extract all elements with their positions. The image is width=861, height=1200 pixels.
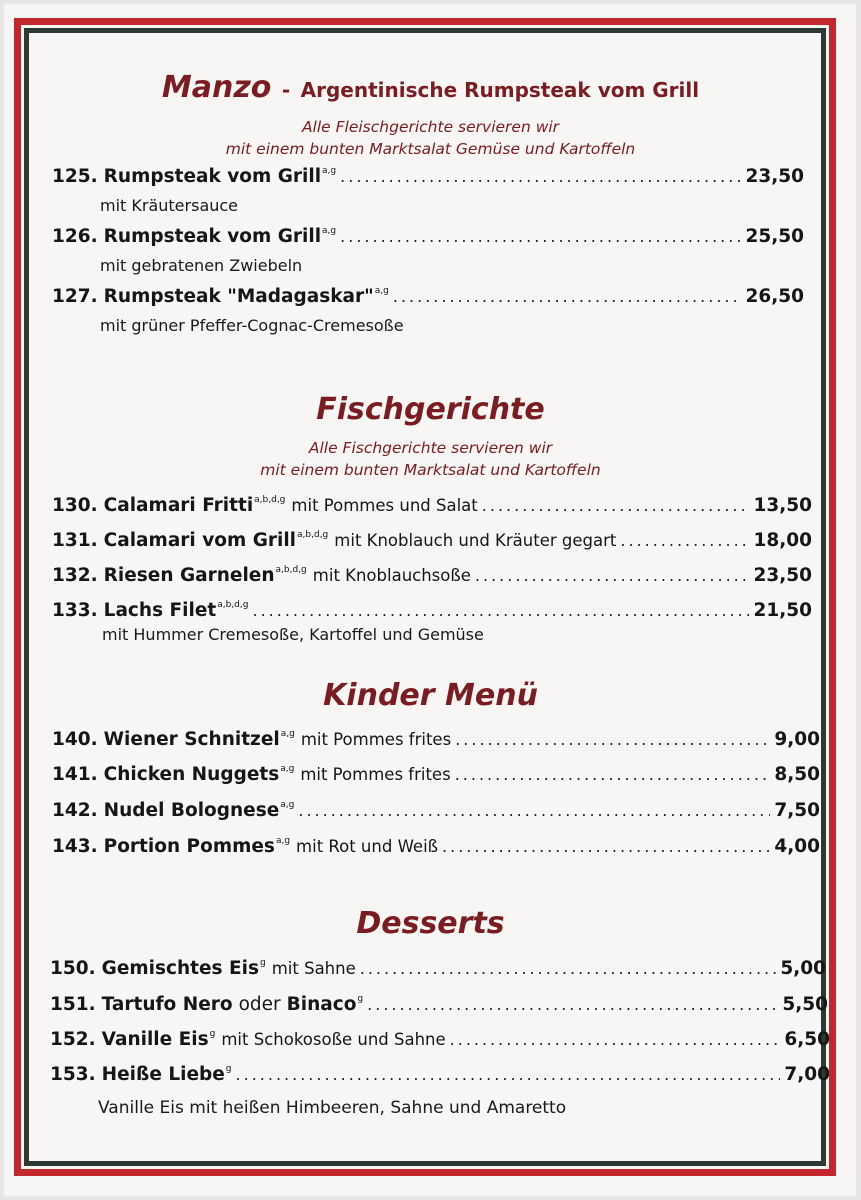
menu-item-133 <box>52 600 812 621</box>
item-number: 152. <box>50 1029 96 1050</box>
manzo-note-line-2: mit einem bunten Marktsalat Gemüse und Kartoffeln <box>225 140 636 158</box>
manzo-subtitle: Argentinische Rumpsteak vom Grill <box>300 78 700 102</box>
allergen-codes: a,g <box>374 286 389 296</box>
item-name: Lachs Filet <box>103 600 217 621</box>
item-side: mit Knoblauchsoße <box>312 566 471 585</box>
item-number: 127. <box>52 286 98 307</box>
item-price: 18,00 <box>753 530 812 551</box>
item-side: mit Pommes frites <box>300 765 451 784</box>
dot-leader <box>455 730 770 749</box>
allergen-codes: a,b,d,g <box>254 495 286 505</box>
dot-leader <box>393 287 742 306</box>
menu-item-126 <box>52 226 804 247</box>
item-name: Vanille Eis <box>101 1029 209 1050</box>
item-name: Tartufo Nero <box>101 994 233 1015</box>
menu-item-151 <box>50 994 828 1015</box>
allergen-codes: g <box>209 1029 216 1039</box>
dot-leader <box>450 1030 781 1049</box>
item-127-description: mit grüner Pfeffer-Cognac-Cremesoße <box>100 316 404 335</box>
item-number: 125. <box>52 166 98 187</box>
item-number: 126. <box>52 226 98 247</box>
menu-item-153 <box>50 1064 830 1085</box>
dot-leader <box>236 1065 781 1084</box>
item-number: 130. <box>52 495 98 516</box>
menu-item-132 <box>52 565 812 586</box>
item-name: Wiener Schnitzel <box>103 729 280 750</box>
menu-item-152 <box>50 1029 830 1050</box>
item-name: Riesen Garnelen <box>103 565 275 586</box>
item-price: 25,50 <box>745 226 804 247</box>
section-heading-desserts: Desserts <box>356 906 505 941</box>
allergen-codes: g <box>357 994 364 1004</box>
item-number: 150. <box>50 958 96 979</box>
item-price: 8,50 <box>774 764 820 785</box>
dot-leader <box>340 167 741 186</box>
item-name: Calamari Fritti <box>103 495 254 516</box>
dot-leader <box>360 959 777 978</box>
allergen-codes: g <box>225 1064 232 1074</box>
item-price: 7,00 <box>784 1064 830 1085</box>
item-side: mit Pommes frites <box>300 730 452 749</box>
item-side: mit Knoblauch und Kräuter gegart <box>334 531 617 550</box>
item-number: 151. <box>50 994 96 1015</box>
section-heading-fisch: Fischgerichte <box>316 392 545 427</box>
item-price: 7,50 <box>774 800 820 821</box>
dot-leader <box>475 566 750 585</box>
item-side: mit Rot und Weiß <box>296 837 439 856</box>
item-153-description: Vanille Eis mit heißen Himbeeren, Sahne und Amaretto <box>98 1098 567 1118</box>
item-price: 5,00 <box>780 958 826 979</box>
item-number: 140. <box>52 729 98 750</box>
item-number: 133. <box>52 600 98 621</box>
fisch-note-line-1: Alle Fischgerichte servieren wir <box>308 439 553 457</box>
item-number: 141. <box>52 764 98 785</box>
item-side: mit Schokosoße und Sahne <box>221 1030 446 1049</box>
item-125-description: mit Kräutersauce <box>100 196 239 215</box>
allergen-codes: a,b,d,g <box>297 530 329 540</box>
item-price: 13,50 <box>753 495 812 516</box>
allergen-codes: a,b,d,g <box>217 600 249 610</box>
allergen-codes: a,b,d,g <box>275 565 307 575</box>
allergen-codes: a,g <box>280 729 295 739</box>
menu-item-143 <box>52 836 820 857</box>
dot-leader <box>298 801 770 820</box>
item-price: 23,50 <box>745 166 804 187</box>
section-heading-kinder: Kinder Menü <box>323 678 538 713</box>
item-side: mit Pommes und Salat <box>291 496 478 515</box>
dot-leader <box>367 995 778 1014</box>
item-price: 9,00 <box>774 729 820 750</box>
item-name: Nudel Bolognese <box>103 800 280 821</box>
menu-item-141 <box>52 764 820 785</box>
item-name: Portion Pommes <box>103 836 275 857</box>
dot-leader <box>252 601 749 620</box>
item-number: 131. <box>52 530 98 551</box>
section-heading-manzo <box>0 70 861 105</box>
item-price: 23,50 <box>753 565 812 586</box>
item-name: Heiße Liebe <box>101 1064 225 1085</box>
allergen-codes: a,g <box>322 226 337 236</box>
item-name: Calamari vom Grill <box>103 530 297 551</box>
item-price: 6,50 <box>784 1029 830 1050</box>
manzo-dash: - <box>281 78 291 102</box>
item-name-alt: Binaco <box>286 994 357 1015</box>
item-price: 5,50 <box>782 994 828 1015</box>
item-number: 142. <box>52 800 98 821</box>
allergen-codes: a,g <box>322 166 337 176</box>
menu-item-127 <box>52 286 804 307</box>
item-number: 153. <box>50 1064 96 1085</box>
item-price: 26,50 <box>745 286 804 307</box>
allergen-codes: a,g <box>280 800 295 810</box>
item-126-description: mit gebratenen Zwiebeln <box>100 256 303 275</box>
menu-item-125 <box>52 166 804 187</box>
menu-item-140 <box>52 729 820 750</box>
dot-leader <box>620 531 749 550</box>
allergen-codes: a,g <box>275 836 291 846</box>
item-price: 4,00 <box>774 836 820 857</box>
item-conjunction: oder <box>238 994 281 1015</box>
item-name: Rumpsteak vom Grill <box>103 226 322 247</box>
dot-leader <box>482 496 750 515</box>
menu-item-131 <box>52 530 812 551</box>
menu-item-142 <box>52 800 820 821</box>
item-133-description: mit Hummer Cremesoße, Kartoffel und Gemüse <box>102 625 484 644</box>
menu-item-130 <box>52 495 812 516</box>
manzo-note-line-1: Alle Fleischgerichte servieren wir <box>301 118 560 136</box>
item-price: 21,50 <box>753 600 812 621</box>
item-side: mit Sahne <box>271 959 356 978</box>
item-name: Rumpsteak vom Grill <box>103 166 322 187</box>
menu-item-150 <box>50 958 826 979</box>
dot-leader <box>455 765 771 784</box>
allergen-codes: a,g <box>280 764 295 774</box>
item-name: Rumpsteak "Madagaskar" <box>103 286 374 307</box>
dot-leader <box>340 227 741 246</box>
fisch-note-line-2: mit einem bunten Marktsalat und Kartoffeln <box>260 461 601 479</box>
manzo-title: Manzo <box>161 70 272 105</box>
item-name: Chicken Nuggets <box>103 764 280 785</box>
item-number: 132. <box>52 565 98 586</box>
allergen-codes: g <box>260 958 266 968</box>
item-name: Gemischtes Eis <box>101 958 259 979</box>
item-number: 143. <box>52 836 98 857</box>
dot-leader <box>442 837 770 856</box>
